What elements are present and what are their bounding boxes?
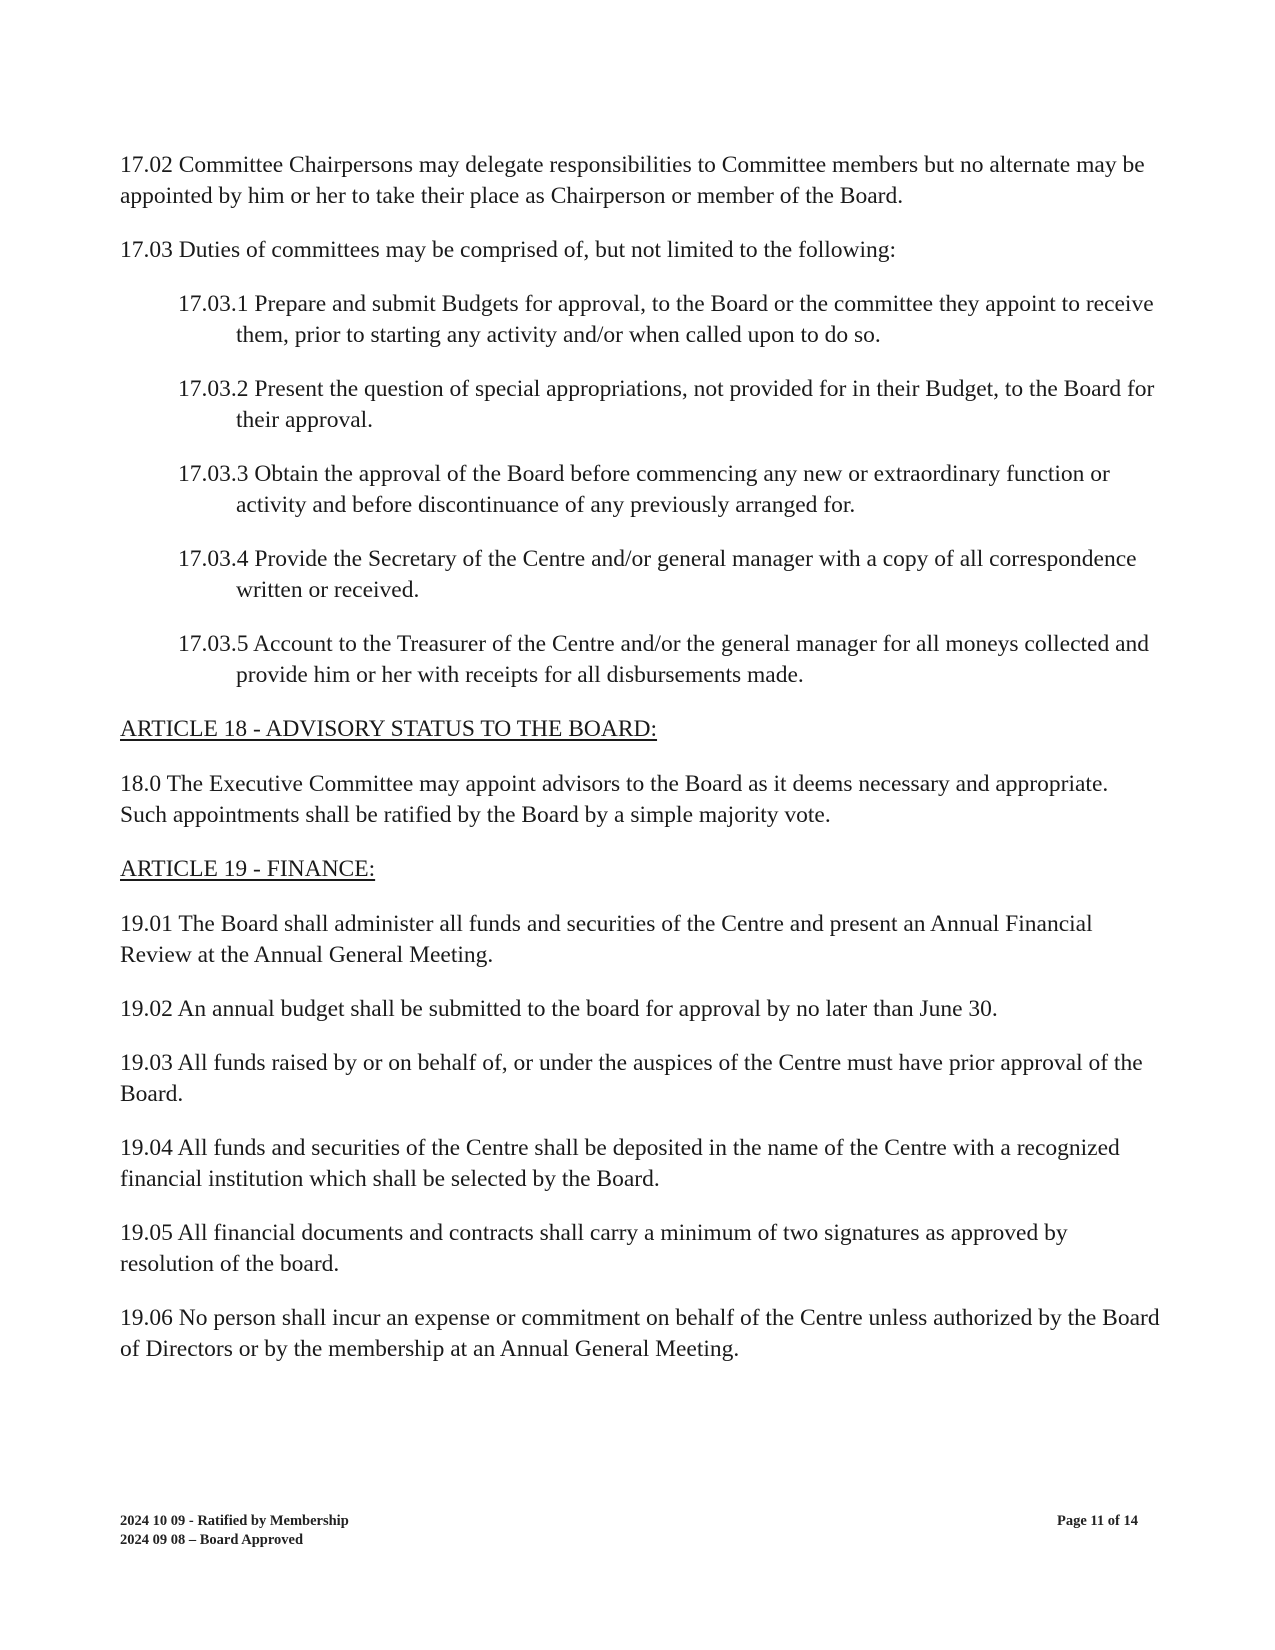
section-19-01: 19.01 The Board shall administer all funds and securities of the Centre and present an Annual Financial Review at the Annual General Meeting. bbox=[120, 911, 1093, 968]
section-17-03-list bbox=[120, 289, 1160, 691]
page-number-label: Page 11 of 14 bbox=[1057, 1513, 1138, 1529]
section-18-0: 18.0 The Executive Committee may appoint advisors to the Board as it deems necessary and appropriate. Such appointments shall be ratified by the Board by a simple majority vote. bbox=[120, 771, 1109, 828]
section-17-03-1: 17.03.1 Prepare and submit Budgets for approval, to the Board or the committee they appoint to receive them, prior to starting any activity and/or when called upon to do so. bbox=[178, 291, 1154, 348]
section-17-02: 17.02 Committee Chairpersons may delegate responsibilities to Committee members but no alternate may be appointed by him or her to take their place as Chairperson or member of the Board. bbox=[120, 152, 1145, 209]
section-17-03-2: 17.03.2 Present the question of special appropriations, not provided for in their Budget, to the Board for their approval. bbox=[178, 376, 1155, 433]
footer-page-number bbox=[1057, 1512, 1138, 1531]
document-body bbox=[120, 150, 1160, 1388]
footer-revision-notes bbox=[120, 1512, 349, 1550]
section-19-03: 19.03 All funds raised by or on behalf of, or under the auspices of the Centre must have prior approval of the Board. bbox=[120, 1050, 1143, 1107]
footer-approved-date: 2024 09 08 – Board Approved bbox=[120, 1532, 304, 1548]
section-17-03: 17.03 Duties of committees may be comprised of, but not limited to the following: bbox=[120, 237, 897, 263]
section-17-03-4: 17.03.4 Provide the Secretary of the Centre and/or general manager with a copy of all correspondence written or received. bbox=[178, 546, 1137, 603]
footer-ratified-date: 2024 10 09 - Ratified by Membership bbox=[120, 1513, 349, 1529]
section-19-05: 19.05 All financial documents and contracts shall carry a minimum of two signatures as approved by resolution of the board. bbox=[120, 1220, 1068, 1277]
section-19-02: 19.02 An annual budget shall be submitted to the board for approval by no later than June 30. bbox=[120, 996, 998, 1022]
section-17-03-3: 17.03.3 Obtain the approval of the Board before commencing any new or extraordinary function or activity and before discontinuance of any previously arranged for. bbox=[178, 461, 1110, 518]
section-19-04: 19.04 All funds and securities of the Centre shall be deposited in the name of the Centre with a recognized financial institution which shall be selected by the Board. bbox=[120, 1135, 1120, 1192]
article-19-heading: ARTICLE 19 - FINANCE: bbox=[120, 856, 376, 882]
section-19-06: 19.06 No person shall incur an expense or commitment on behalf of the Centre unless authorized by the Board of Directors or by the membership at an Annual General Meeting. bbox=[120, 1305, 1160, 1362]
article-18-heading: ARTICLE 18 - ADVISORY STATUS TO THE BOARD: bbox=[120, 716, 658, 742]
section-17-03-5: 17.03.5 Account to the Treasurer of the Centre and/or the general manager for all moneys collected and provide him or her with receipts for all disbursements made. bbox=[178, 631, 1150, 688]
